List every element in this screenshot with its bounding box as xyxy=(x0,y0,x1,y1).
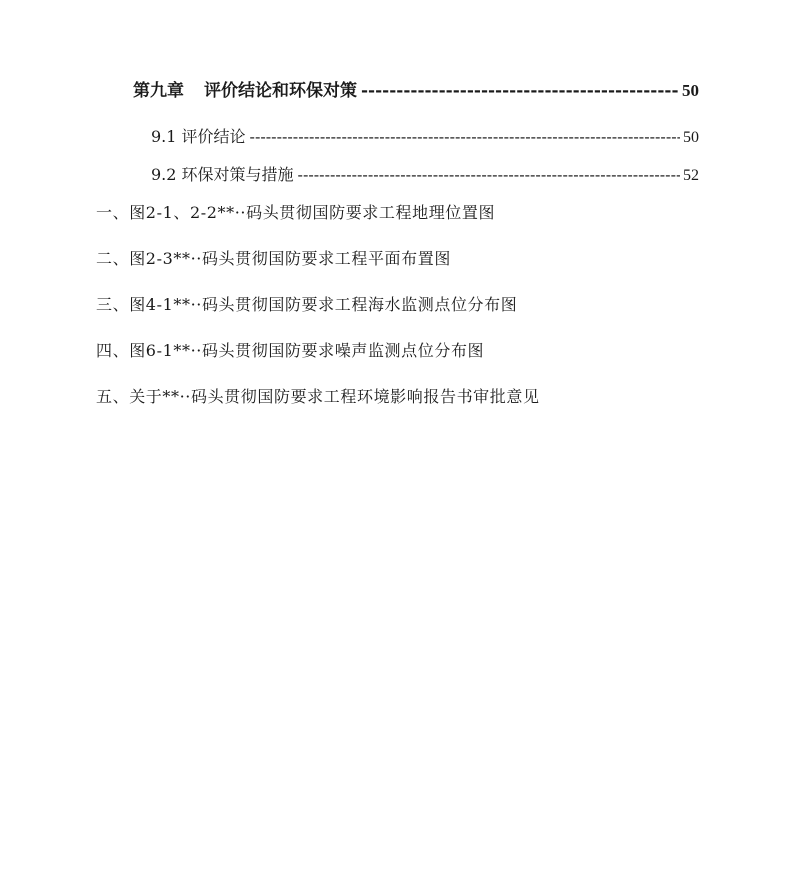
toc-section-label: 9.1 评价结论 xyxy=(151,127,246,146)
toc-chapter-entry[interactable] xyxy=(133,76,699,101)
toc-page-number: 52 xyxy=(683,167,699,184)
chapter-number: 第九章 xyxy=(133,81,184,101)
appendix-item: 二、图2-3**··码头贯彻国防要求工程平面布置图 xyxy=(96,249,451,268)
toc-section-entry[interactable] xyxy=(151,124,699,147)
appendix-item: 五、关于**··码头贯彻国防要求工程环境影响报告书审批意见 xyxy=(96,387,540,406)
toc-section-entry[interactable] xyxy=(151,162,699,185)
toc-page-number: 50 xyxy=(682,81,699,100)
toc-section-label: 9.2 环保对策与措施 xyxy=(151,165,294,184)
toc-dot-leader xyxy=(250,127,680,146)
toc-chapter-label xyxy=(133,76,357,101)
appendix-item: 三、图4-1**··码头贯彻国防要求工程海水监测点位分布图 xyxy=(96,295,518,314)
toc-dot-leader xyxy=(361,81,679,101)
toc-dot-leader xyxy=(298,165,680,184)
appendix-item: 四、图6-1**··码头贯彻国防要求噪声监测点位分布图 xyxy=(96,341,485,360)
toc-page-number: 50 xyxy=(683,129,699,146)
chapter-title: 评价结论和环保对策 xyxy=(204,81,357,101)
appendix-item: 一、图2-1、2-2**··码头贯彻国防要求工程地理位置图 xyxy=(96,203,496,222)
